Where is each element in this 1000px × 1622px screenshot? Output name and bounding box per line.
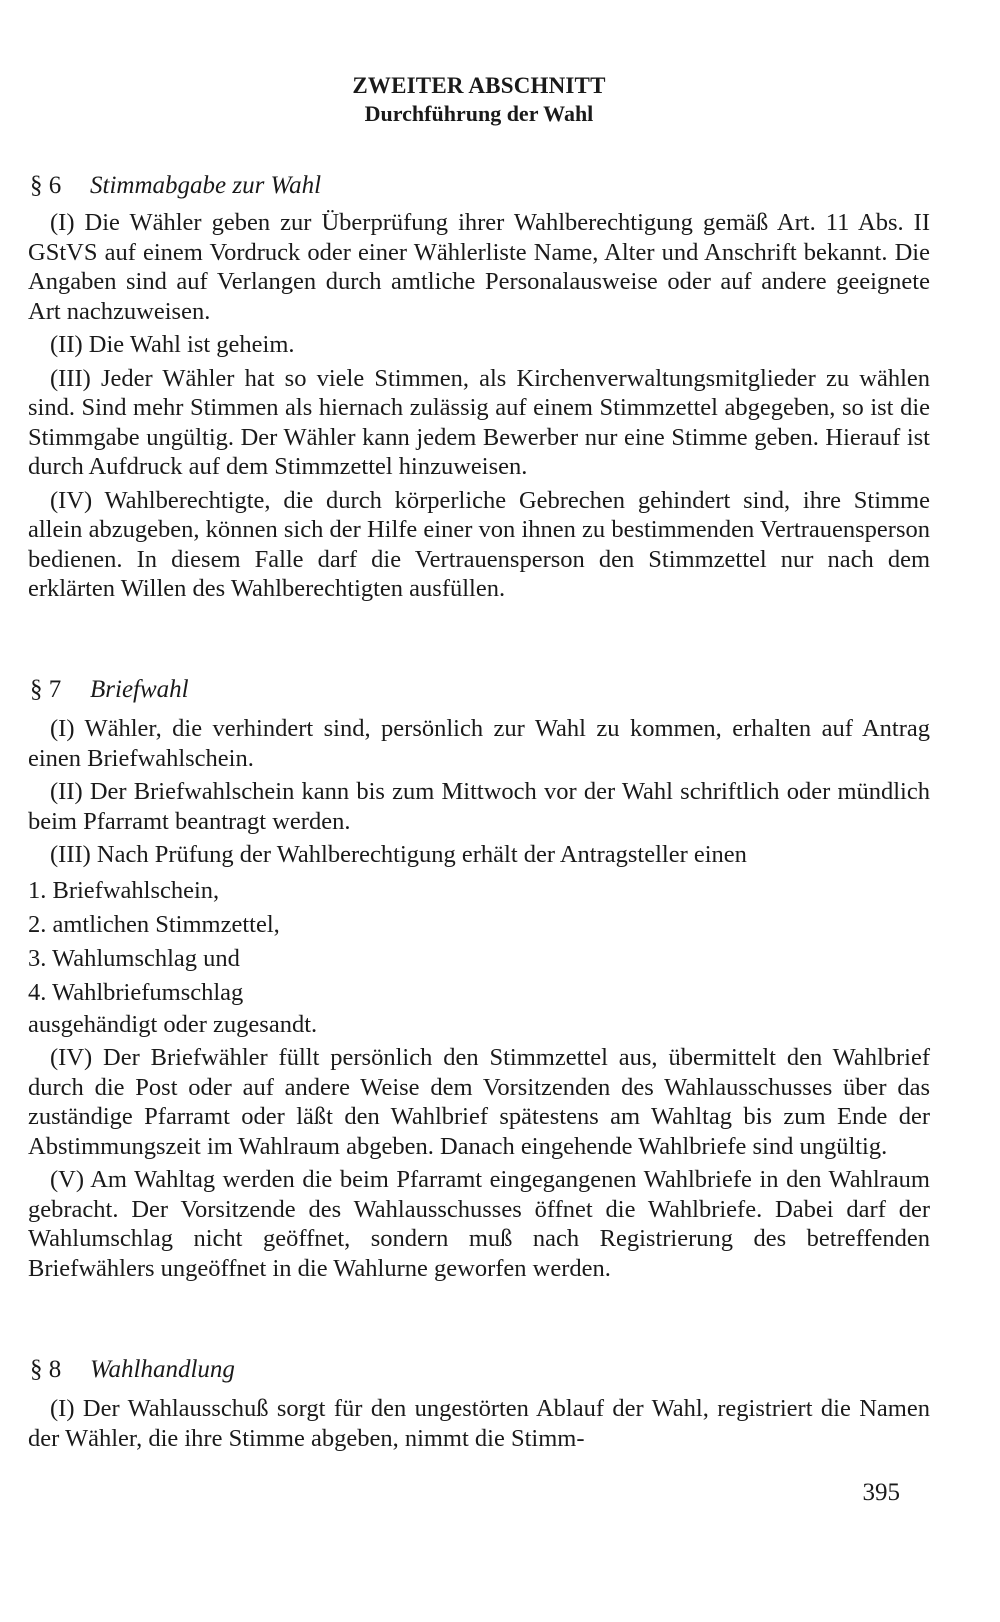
section-8-title: Wahlhandlung bbox=[90, 1356, 235, 1383]
section-7-number: § 7 bbox=[30, 676, 62, 703]
section-8-number: § 8 bbox=[30, 1356, 62, 1383]
list-item: 4. Wahlbriefumschlag bbox=[28, 978, 244, 1006]
page-number: 395 bbox=[862, 1479, 900, 1506]
section-6-paragraph-3: (III) Jeder Wähler hat so viele Stimmen, als Kirchenverwaltungsmitglieder zu wählen sind. Sind mehr Stimmen als hiernach zulässig auf einem Stimmzettel abgegeben, so ist die Stimmgabe ungültig. Der Wähler kann jedem Bewerber nur eine Stimme geben. Hierauf ist durch Aufdruck auf dem Stimmzettel hinzuweisen. bbox=[28, 364, 930, 480]
chapter-heading bbox=[28, 72, 930, 128]
section-7-list-closing: ausgehändigt oder zugesandt. bbox=[28, 1010, 318, 1038]
section-6-paragraph-1: (I) Die Wähler geben zur Überprüfung ihrer Wahlberechtigung gemäß Art. 11 Abs. II GStVS auf einem Vordruck oder einer Wählerliste Name, Alter und Anschrift bekannt. Die Angaben sind auf Verlangen durch amtliche Personalausweise oder auf andere geeignete Art nachzuweisen. bbox=[28, 209, 930, 325]
section-7-title: Briefwahl bbox=[90, 676, 189, 703]
section-6-title: Stimmabgabe zur Wahl bbox=[90, 172, 322, 199]
chapter-subtitle: Durchführung der Wahl bbox=[364, 101, 594, 126]
section-8-heading bbox=[28, 1356, 930, 1384]
section-7-heading bbox=[28, 676, 930, 704]
document-page bbox=[28, 0, 930, 1622]
section-7-paragraph-5: (V) Am Wahltag werden die beim Pfarramt eingegangenen Wahlbriefe in den Wahlraum gebracht. Der Vorsitzende des Wahlausschusses öffnet die Wahlbriefe. Dabei darf der Wahlumschlag nicht geöffnet, sondern muß nach Registrierung des betreffenden Briefwählers ungeöffnet in die Wahlurne geworfen werden. bbox=[28, 1166, 930, 1282]
section-6-number: § 6 bbox=[30, 172, 62, 199]
section-8 bbox=[28, 1356, 930, 1457]
section-6-paragraph-4: (IV) Wahlberechtigte, die durch körperliche Gebrechen gehindert sind, ihre Stimme allein abzugeben, können sich der Hilfe einer von ihnen zu bestimmenden Vertrauensperson bedienen. In diesem Falle darf die Vertrauensperson den Stimmzettel nur nach dem erklärten Willen des Wahlberechtigten ausfüllen. bbox=[28, 486, 930, 602]
list-item: 1. Briefwahlschein, bbox=[28, 876, 220, 904]
section-7 bbox=[28, 676, 930, 1287]
list-item: 2. amtlichen Stimmzettel, bbox=[28, 910, 280, 938]
section-6-heading bbox=[28, 172, 930, 200]
section-8-paragraph-1: (I) Der Wahlausschuß sorgt für den ungestörten Ablauf der Wahl, registriert die Namen der Wähler, die ihre Stimme abgeben, nimmt die Stimm- bbox=[28, 1395, 930, 1452]
list-item: 3. Wahlumschlag und bbox=[28, 944, 240, 972]
section-6-paragraph-2: (II) Die Wahl ist geheim. bbox=[50, 331, 295, 358]
section-7-paragraph-1: (I) Wähler, die verhindert sind, persönlich zur Wahl zu kommen, erhalten auf Antrag einen Briefwahlschein. bbox=[28, 715, 930, 772]
section-7-paragraph-4: (IV) Der Briefwähler füllt persönlich den Stimmzettel aus, übermittelt den Wahlbrief durch die Post oder auf andere Weise dem Vorsitzenden des Wahlausschusses über das zuständige Pfarramt oder läßt den Wahlbrief spätestens am Wahltag bis zum Ende der Abstimmungszeit im Wahlraum abgeben. Danach eingehende Wahlbriefe sind ungültig. bbox=[28, 1044, 930, 1160]
section-6 bbox=[28, 172, 930, 608]
section-7-item-list bbox=[28, 874, 930, 1010]
section-7-paragraph-2: (II) Der Briefwahlschein kann bis zum Mittwoch vor der Wahl schriftlich oder mündlich beim Pfarramt beantragt werden. bbox=[28, 778, 930, 835]
chapter-title: ZWEITER ABSCHNITT bbox=[352, 73, 606, 98]
section-7-paragraph-3: (III) Nach Prüfung der Wahlberechtigung erhält der Antragsteller einen bbox=[50, 841, 747, 868]
